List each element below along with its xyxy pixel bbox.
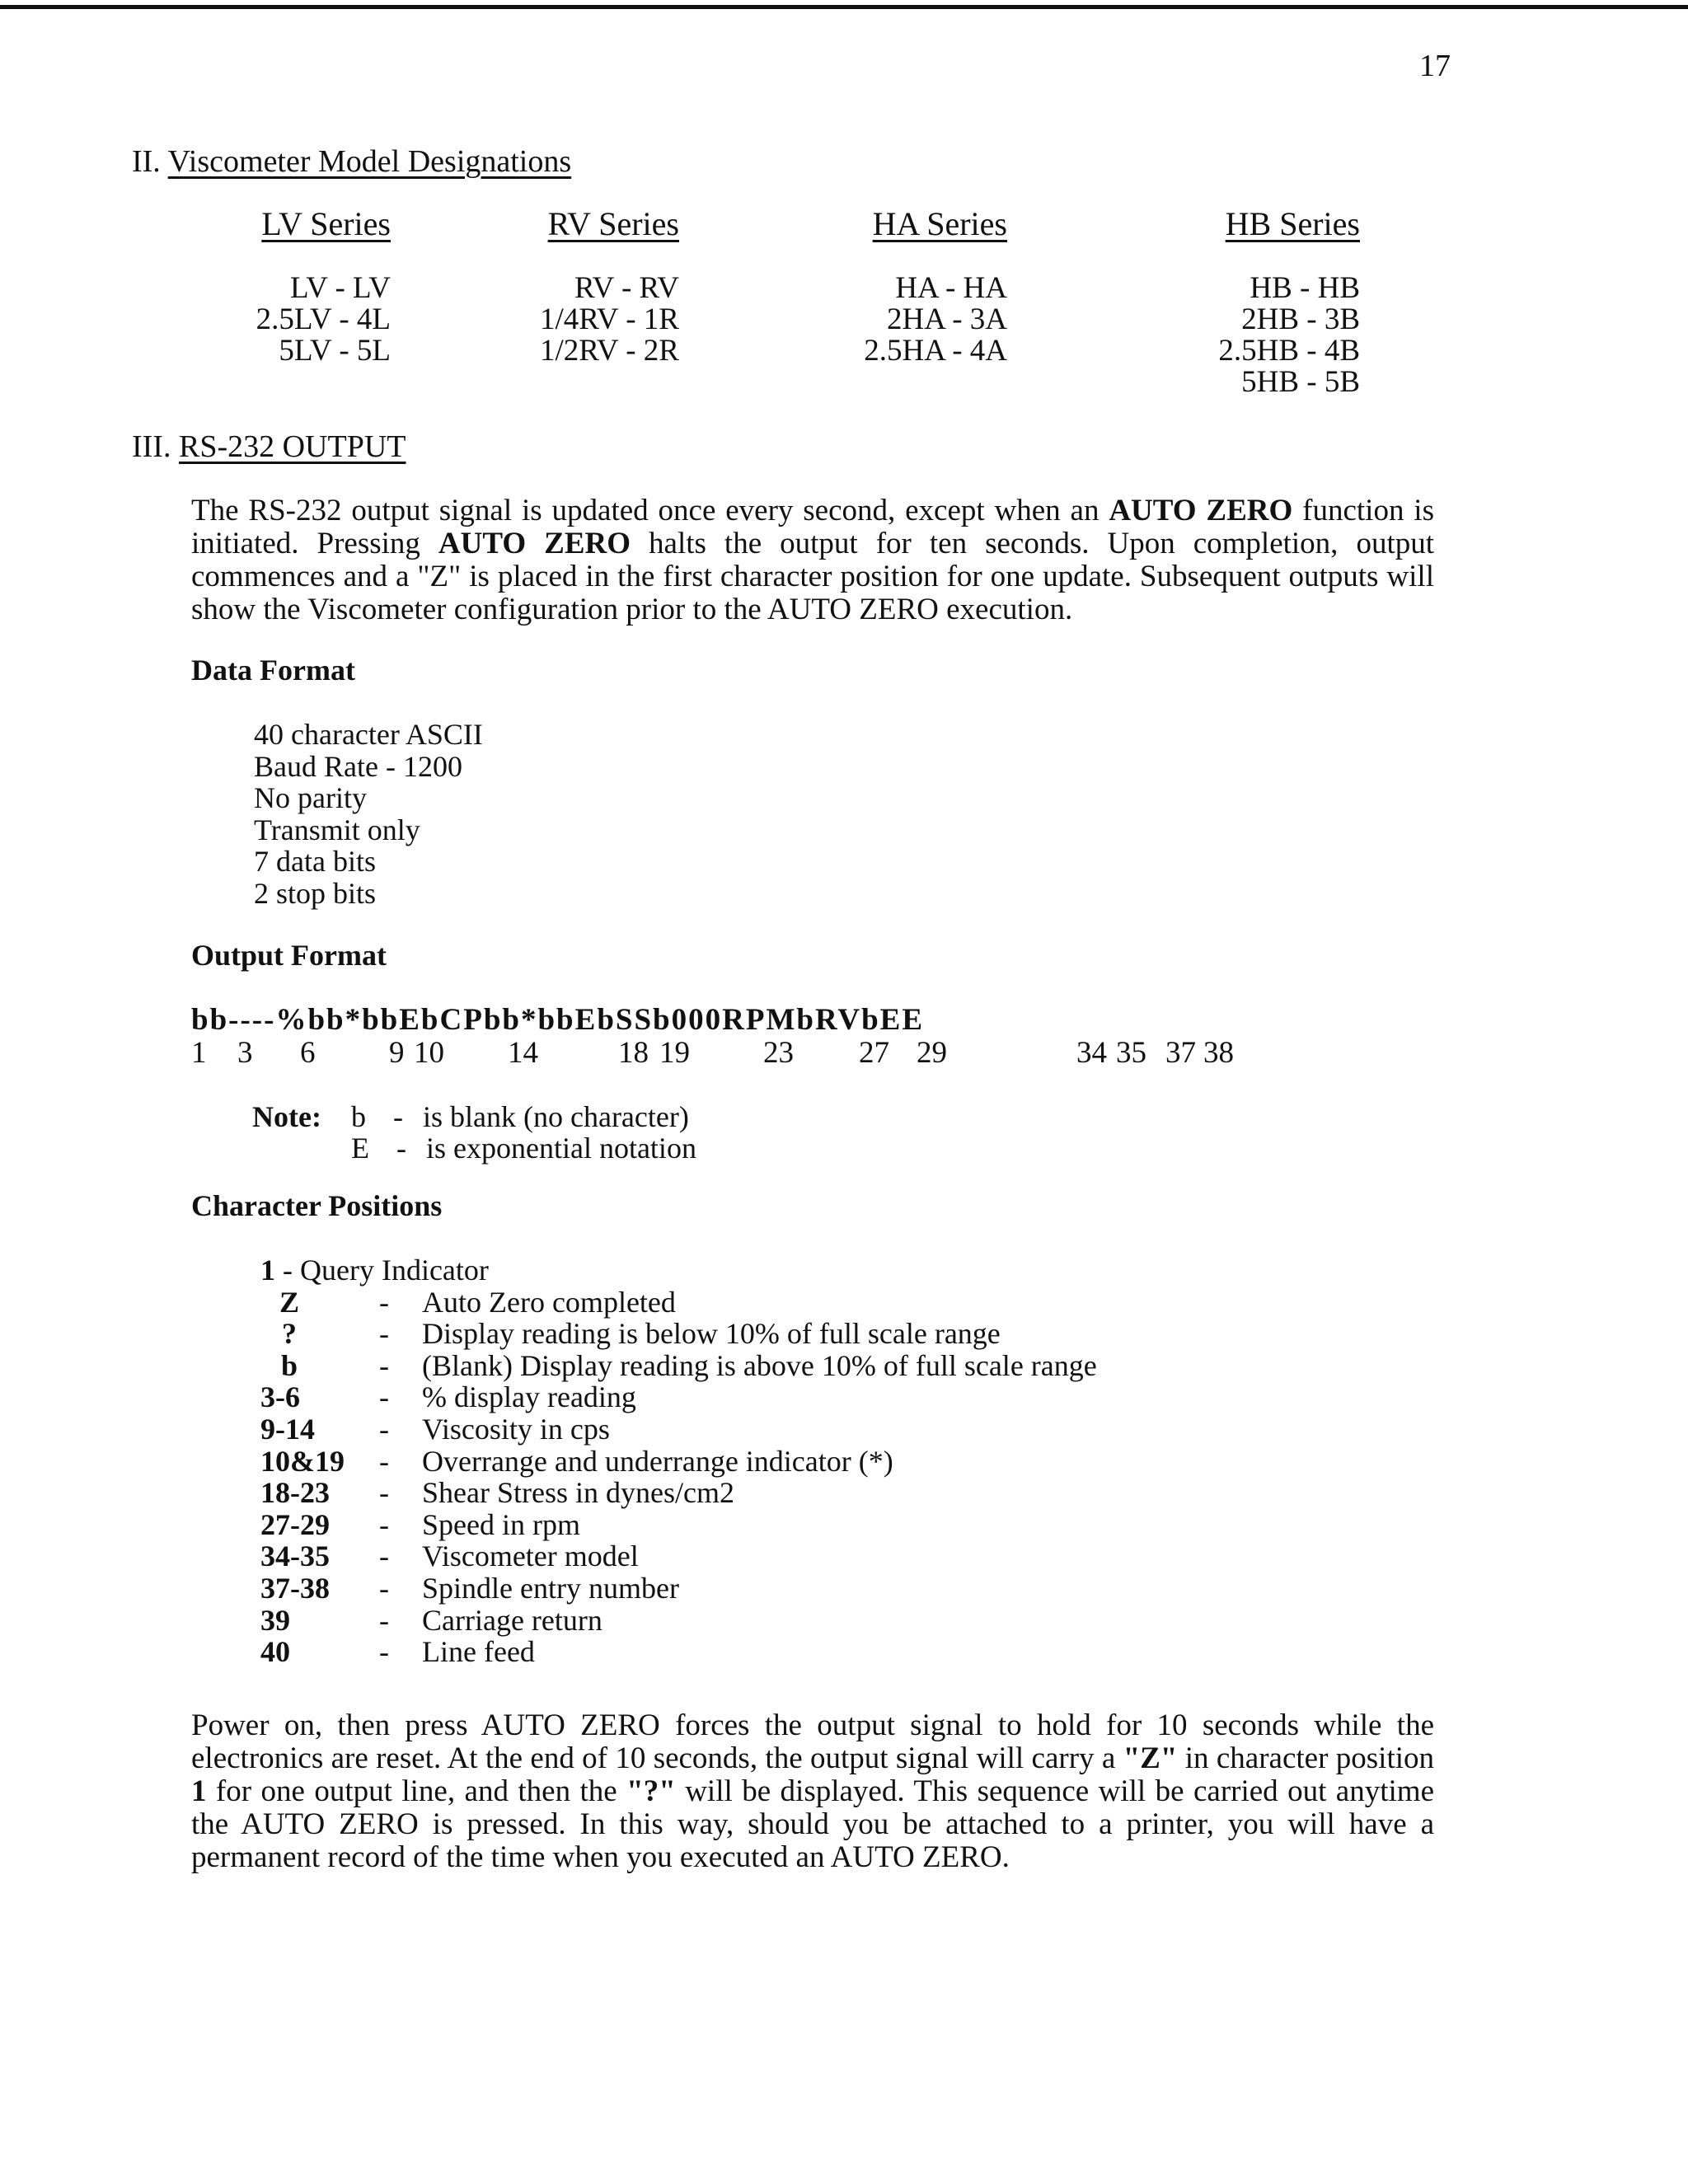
cp-dash: - <box>379 1444 389 1478</box>
note-dash: - <box>393 1100 403 1133</box>
text-run: for one output line, and then the <box>206 1774 627 1808</box>
list-item: 2 stop bits <box>254 876 377 910</box>
cp-first <box>260 1254 489 1286</box>
note-symbol: E <box>351 1132 369 1165</box>
section-2-heading <box>132 143 571 180</box>
section-2-numeral: II. <box>132 144 161 179</box>
series-models <box>399 273 679 367</box>
position-number: 35 <box>1116 1036 1146 1070</box>
cp-dash: - <box>379 1507 389 1541</box>
text-run: The RS-232 output signal is updated once every second, except when an <box>191 494 1109 527</box>
position-number: 3 <box>237 1036 253 1070</box>
series-header: HB Series <box>1225 205 1360 242</box>
cp-code: 27-29 <box>260 1507 330 1541</box>
page-number: 17 <box>1419 49 1451 83</box>
text-run: Power on, then press AUTO ZERO forces the output signal to hold for 10 seconds while the electronics are reset. At the end of 10 seconds, the output signal will carry a <box>191 1708 1434 1775</box>
note-symbol: b <box>351 1100 366 1133</box>
model-item: HB - HB <box>1250 271 1360 305</box>
auto-zero-bold: AUTO ZERO <box>1109 494 1293 527</box>
rs232-intro-paragraph <box>191 494 1434 626</box>
cp-desc: Carriage return <box>422 1603 603 1637</box>
list-item: No parity <box>254 781 367 814</box>
cp-desc: Spindle entry number <box>422 1571 679 1605</box>
lv-series-column <box>110 204 391 367</box>
cp-code: 40 <box>260 1635 290 1669</box>
cp-code: 18-23 <box>260 1476 330 1510</box>
model-item: 2HA - 3A <box>887 302 1007 336</box>
cp-code: 3-6 <box>260 1380 300 1414</box>
section-2-title: Viscometer Model Designations <box>167 144 572 179</box>
cp-code: 10&19 <box>260 1444 345 1478</box>
cp-dash: - <box>379 1476 389 1510</box>
series-models <box>110 273 391 367</box>
cp-desc: - Query Indicator <box>283 1254 489 1286</box>
cp-dash: - <box>379 1285 389 1319</box>
top-border-rule <box>0 5 1688 9</box>
note-block <box>252 1101 696 1164</box>
cp-code: ? <box>282 1317 297 1351</box>
list-item: Baud Rate - 1200 <box>254 749 462 783</box>
note-text: is blank (no character) <box>423 1100 689 1133</box>
position-number: 23 <box>763 1036 794 1070</box>
model-item: HA - HA <box>895 271 1007 305</box>
text-run: will be displayed. This sequence will be carried out anytime the AUTO ZERO is pressed. In this way, should you be attached to a printer, you will have a permanent record of the time when you executed an AUTO ZERO. <box>191 1774 1434 1874</box>
output-format-pattern: bb----%bb*bbEbCPbb*bbEbSSb000RPMbRVbEE <box>191 1003 925 1037</box>
cp-dash: - <box>379 1635 389 1669</box>
rv-series-column <box>399 204 679 367</box>
cp-desc: Display reading is below 10% of full scale range <box>422 1317 1001 1351</box>
auto-zero-bold: AUTO ZERO <box>438 527 631 560</box>
cp-code: b <box>280 1348 298 1382</box>
cp-desc: Viscometer model <box>422 1540 639 1573</box>
cp-desc: Overrange and underrange indicator (*) <box>422 1444 893 1478</box>
list-item: 7 data bits <box>254 845 376 878</box>
closing-paragraph <box>191 1709 1434 1874</box>
position-number: 27 <box>859 1036 889 1070</box>
section-3-title: RS-232 OUTPUT <box>178 429 406 464</box>
text-run: in character position <box>1177 1741 1435 1775</box>
cp-dash: - <box>379 1412 389 1446</box>
cp-code: 34-35 <box>260 1540 330 1573</box>
position-number: 29 <box>917 1036 947 1070</box>
series-header: LV Series <box>261 205 391 242</box>
cp-dash: - <box>379 1571 389 1605</box>
position-number: 18 <box>618 1036 649 1070</box>
position-number: 6 <box>300 1036 316 1070</box>
z-bold: "Z" <box>1123 1741 1178 1775</box>
model-item: 2HB - 3B <box>1241 302 1360 336</box>
position-number: 10 <box>414 1036 444 1070</box>
cp-code: Z <box>279 1285 299 1319</box>
model-item: LV - LV <box>289 271 391 305</box>
cp-desc: (Blank) Display reading is above 10% of full scale range <box>422 1348 1097 1382</box>
note-row <box>252 1101 696 1132</box>
note-dash: - <box>396 1132 406 1165</box>
note-text: is exponential notation <box>426 1132 696 1165</box>
cp-dash: - <box>379 1540 389 1573</box>
position-number: 38 <box>1203 1036 1234 1070</box>
cp-desc: % display reading <box>422 1380 636 1414</box>
model-item: 1/4RV - 1R <box>539 302 679 336</box>
cp-dash: - <box>379 1603 389 1637</box>
cp-desc: Speed in rpm <box>422 1507 580 1541</box>
series-models <box>727 273 1007 367</box>
note-label: Note: <box>252 1100 321 1133</box>
cp-code: 9-14 <box>260 1412 315 1446</box>
position-number: 34 <box>1076 1036 1107 1070</box>
series-header: RV Series <box>547 205 679 242</box>
model-item: 1/2RV - 2R <box>539 334 679 368</box>
list-item: Transmit only <box>254 813 420 846</box>
cp-dash: - <box>379 1348 389 1382</box>
cp-dash: - <box>379 1380 389 1414</box>
data-format-list <box>254 719 483 909</box>
section-3-heading <box>132 429 406 465</box>
position-number: 19 <box>659 1036 690 1070</box>
series-models <box>1080 273 1360 398</box>
text-run: function is initiated. Pressing <box>191 494 1434 560</box>
cp-code: 39 <box>260 1603 290 1637</box>
section-3-numeral: III. <box>132 429 171 464</box>
model-item: 2.5HB - 4B <box>1218 334 1360 368</box>
position-number: 37 <box>1165 1036 1196 1070</box>
data-format-heading: Data Format <box>191 654 355 687</box>
series-header: HA Series <box>872 205 1007 242</box>
cp-desc: Viscosity in cps <box>422 1412 610 1446</box>
hb-series-column <box>1080 204 1360 398</box>
cp-code: 1 <box>260 1254 275 1286</box>
model-item: 2.5HA - 4A <box>864 334 1007 368</box>
text-run: halts the output for ten seconds. Upon completion, output commences and a "Z" is placed in the first character position for one update. Subsequent outputs will show the Viscometer configuration prior to the AUTO ZERO execution. <box>191 527 1434 626</box>
cp-desc: Auto Zero completed <box>422 1285 676 1319</box>
character-positions-heading: Character Positions <box>191 1189 443 1222</box>
note-row <box>252 1132 696 1164</box>
cp-code: 37-38 <box>260 1571 330 1605</box>
model-item: 2.5LV - 4L <box>256 302 391 336</box>
position-number: 9 <box>389 1036 405 1070</box>
position-one-bold: 1 <box>191 1774 207 1808</box>
model-item: 5HB - 5B <box>1241 365 1360 399</box>
ha-series-column <box>727 204 1007 367</box>
list-item: 40 character ASCII <box>254 718 483 751</box>
output-format-heading: Output Format <box>191 939 387 972</box>
position-number: 1 <box>191 1036 207 1070</box>
model-item: 5LV - 5L <box>279 334 391 368</box>
cp-desc: Line feed <box>422 1635 535 1669</box>
position-number: 14 <box>508 1036 538 1070</box>
cp-dash: - <box>379 1317 389 1351</box>
question-bold: "?" <box>626 1774 676 1808</box>
cp-desc: Shear Stress in dynes/cm2 <box>422 1476 734 1510</box>
model-item: RV - RV <box>574 271 679 305</box>
